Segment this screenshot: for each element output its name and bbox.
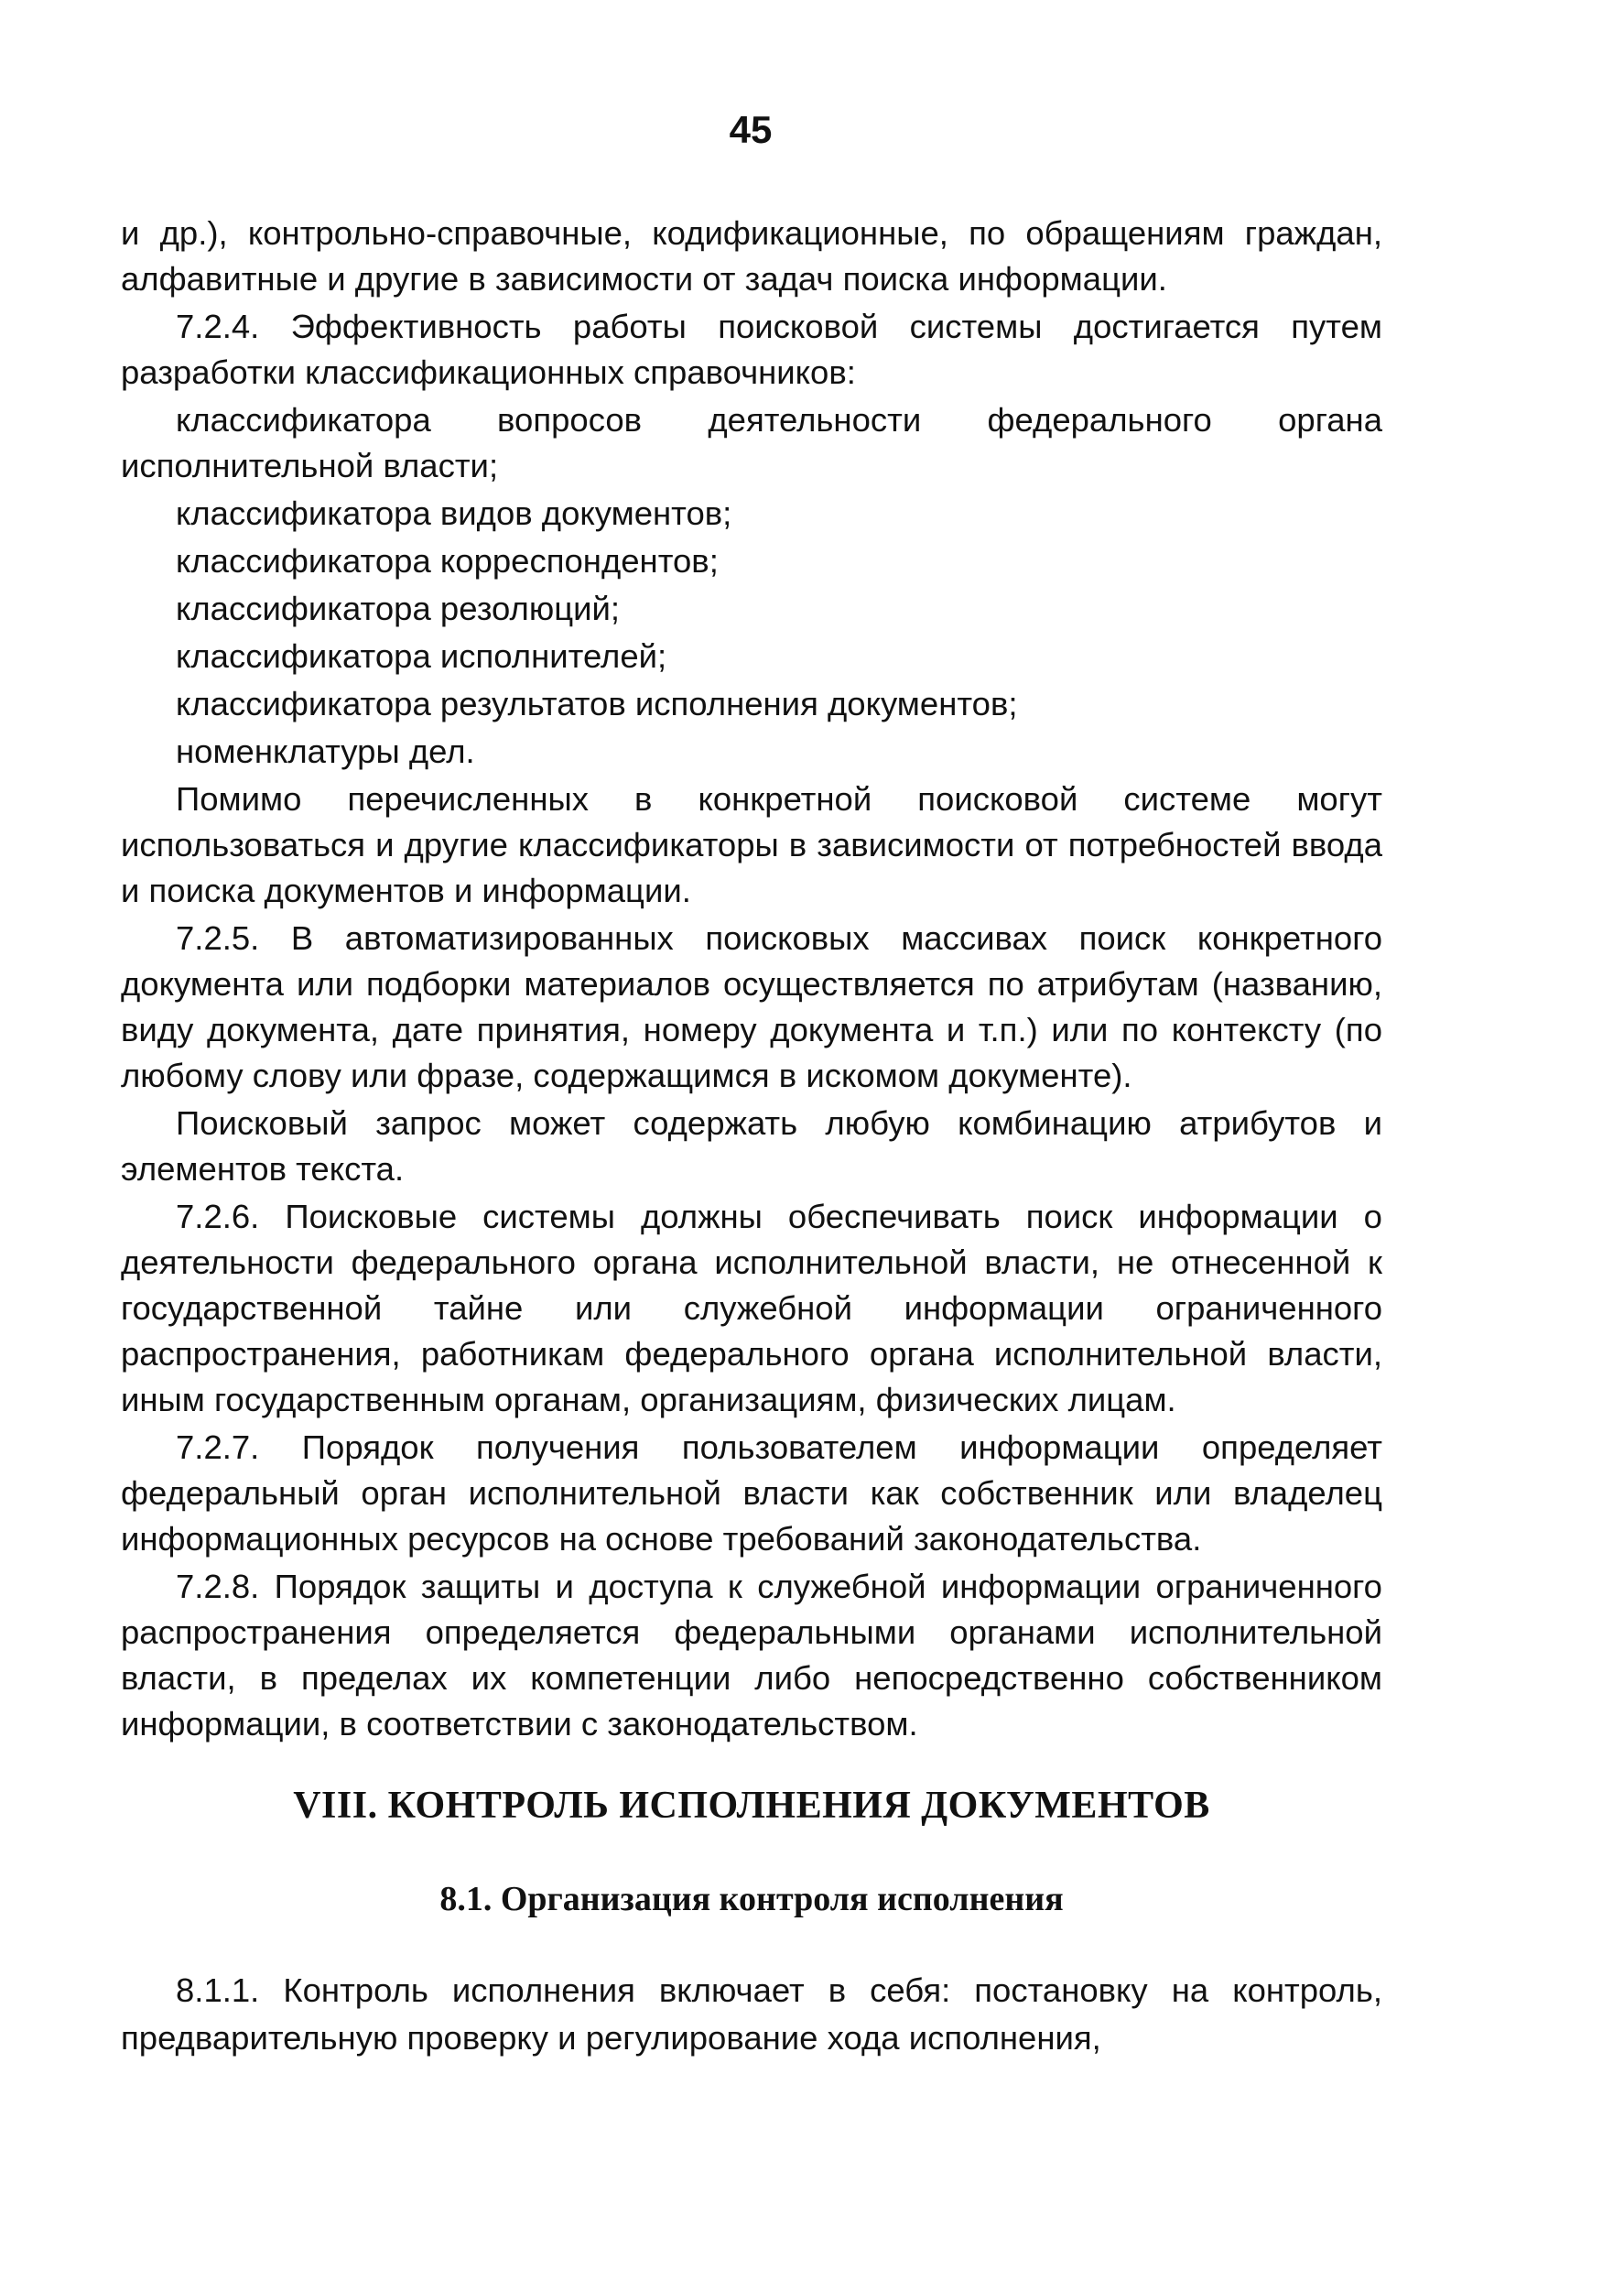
paragraph: 7.2.6. Поисковые системы должны обеспечивать поиск информации о деятельности федерального органа исполнительной власти, не отнесенной к государственной тайне или служебной информации ограниченного распространения, работникам федерального органа исполнительной власти, иным государственным органам, организациям, физических лицам. bbox=[121, 1198, 1382, 1418]
list-item: классификатора видов документов; bbox=[176, 494, 732, 532]
paragraph: Помимо перечисленных в конкретной поисковой системе могут использоваться и другие классификаторы в зависимости от потребностей ввода и поиска документов и информации. bbox=[121, 780, 1382, 909]
list-item: классификатора корреспондентов; bbox=[176, 542, 719, 580]
paragraph: Поисковый запрос может содержать любую комбинацию атрибутов и элементов текста. bbox=[121, 1104, 1382, 1188]
list-item: классификатора вопросов деятельности федерального органа исполнительной власти; bbox=[121, 401, 1382, 484]
paragraph: и др.), контрольно-справочные, кодификационные, по обращениям граждан, алфавитные и другие в зависимости от задач поиска информации. bbox=[121, 214, 1382, 298]
chapter-title: VIII. КОНТРОЛЬ ИСПОЛНЕНИЯ ДОКУМЕНТОВ bbox=[293, 1785, 1210, 1827]
section-title: 8.1. Организация контроля исполнения bbox=[439, 1880, 1064, 1918]
list-item: классификатора резолюций; bbox=[176, 590, 621, 627]
list-item: классификатора исполнителей; bbox=[176, 637, 667, 675]
page-number: 45 bbox=[729, 108, 773, 151]
paragraph: 7.2.5. В автоматизированных поисковых массивах поиск конкретного документа или подборки материалов осуществляется по атрибутам (названию, виду документа, дате принятия, номеру документа и т.п.) или по контексту (по любому слову или фразе, содержащимся в искомом документе). bbox=[121, 919, 1382, 1094]
body-text-continued bbox=[121, 1967, 1382, 2062]
list-item: номенклатуры дел. bbox=[176, 733, 475, 770]
paragraph: 8.1.1. Контроль исполнения включает в себя: постановку на контроль, предварительную проверку и регулирование хода исполнения, bbox=[121, 1971, 1382, 2057]
paragraph: 7.2.7. Порядок получения пользователем информации определяет федеральный орган исполнительной власти как собственник или владелец информационных ресурсов на основе требований законодательства. bbox=[121, 1428, 1382, 1558]
paragraph: 7.2.4. Эффективность работы поисковой системы достигается путем разработки классификационных справочников: bbox=[121, 308, 1382, 391]
paragraph: 7.2.8. Порядок защиты и доступа к служебной информации ограниченного распространения определяется федеральными органами исполнительной власти, в пределах их компетенции либо непосредственно собственником информации, в соответствии с законодательством. bbox=[121, 1568, 1382, 1743]
list-item: классификатора результатов исполнения документов; bbox=[176, 685, 1018, 722]
body-text bbox=[121, 211, 1382, 1749]
